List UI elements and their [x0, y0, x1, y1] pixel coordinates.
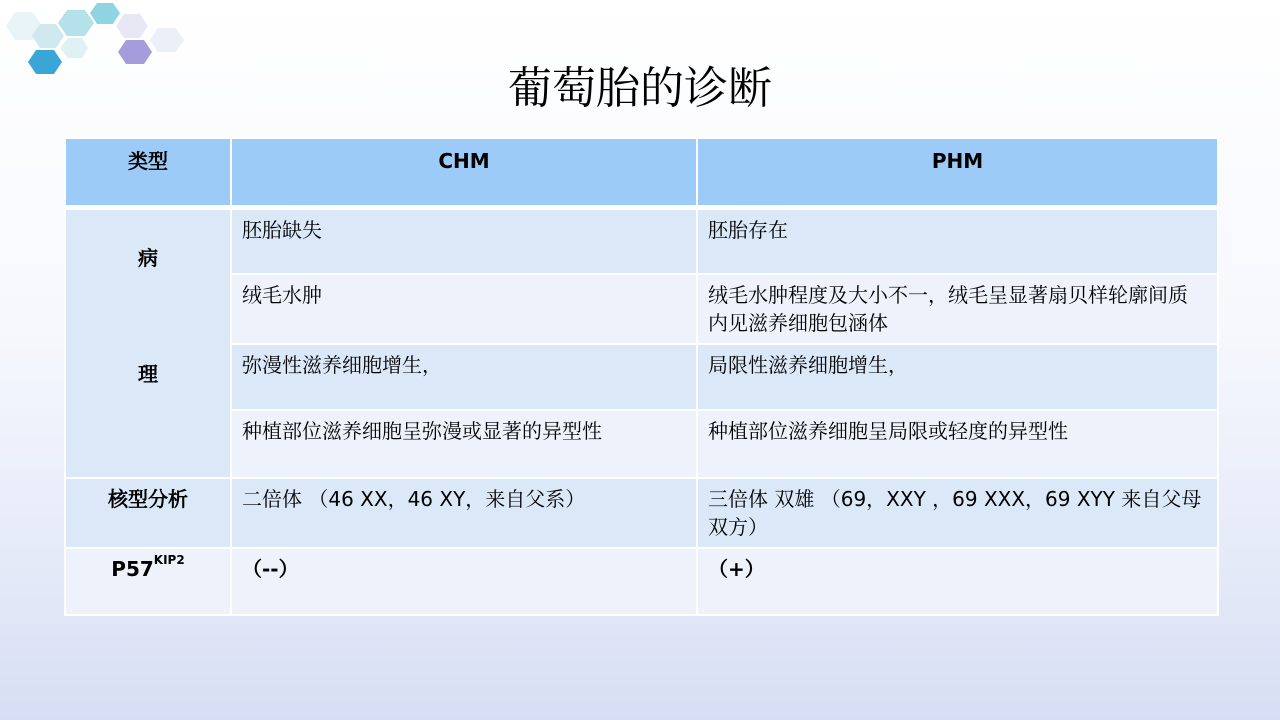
- hexagon-shape: [116, 14, 148, 38]
- p57-label-superscript: KIP2: [153, 552, 185, 567]
- table-row: [65, 410, 1218, 478]
- chm-cell: 绒毛水肿: [231, 274, 697, 344]
- hexagon-shape: [90, 3, 120, 24]
- karyotype-label: 核型分析: [65, 478, 231, 548]
- header-type: 类型: [65, 138, 231, 208]
- pathology-label-char: 理: [138, 362, 158, 386]
- p57-label: [65, 548, 231, 615]
- pathology-label-cell: [65, 208, 231, 478]
- hexagon-shape: [150, 28, 184, 52]
- chm-cell: （--）: [231, 548, 697, 615]
- table-row: [65, 208, 1218, 274]
- chm-cell: 胚胎缺失: [231, 208, 697, 274]
- page-title: 葡萄胎的诊断: [508, 63, 772, 114]
- table-row: [65, 478, 1218, 548]
- phm-cell: 种植部位滋养细胞呈局限或轻度的异型性: [697, 410, 1218, 478]
- phm-cell: （+）: [697, 548, 1218, 615]
- header-chm: CHM: [231, 138, 697, 208]
- table-header-row: [65, 138, 1218, 208]
- hexagon-shape: [58, 10, 94, 36]
- diagnosis-table: [64, 137, 1219, 616]
- chm-cell: 二倍体 （46 XX，46 XY，来自父系）: [231, 478, 697, 548]
- table-row: [65, 274, 1218, 344]
- table-row: [65, 344, 1218, 410]
- phm-cell: 局限性滋养细胞增生，: [697, 344, 1218, 410]
- p57-label-main: P57: [111, 556, 154, 581]
- header-phm: PHM: [697, 138, 1218, 208]
- chm-cell: 种植部位滋养细胞呈弥漫或显著的异型性: [231, 410, 697, 478]
- phm-cell: 三倍体 双雄 （69，XXY ，69 XXX，69 XYY 来自父母双方）: [697, 478, 1218, 548]
- hexagon-shape: [60, 38, 88, 58]
- table-row: [65, 548, 1218, 615]
- phm-cell: 胚胎存在: [697, 208, 1218, 274]
- phm-cell: 绒毛水肿程度及大小不一，绒毛呈显著扇贝样轮廓间质内见滋养细胞包涵体: [697, 274, 1218, 344]
- chm-cell: 弥漫性滋养细胞增生，: [231, 344, 697, 410]
- pathology-label-char: 病: [138, 246, 158, 270]
